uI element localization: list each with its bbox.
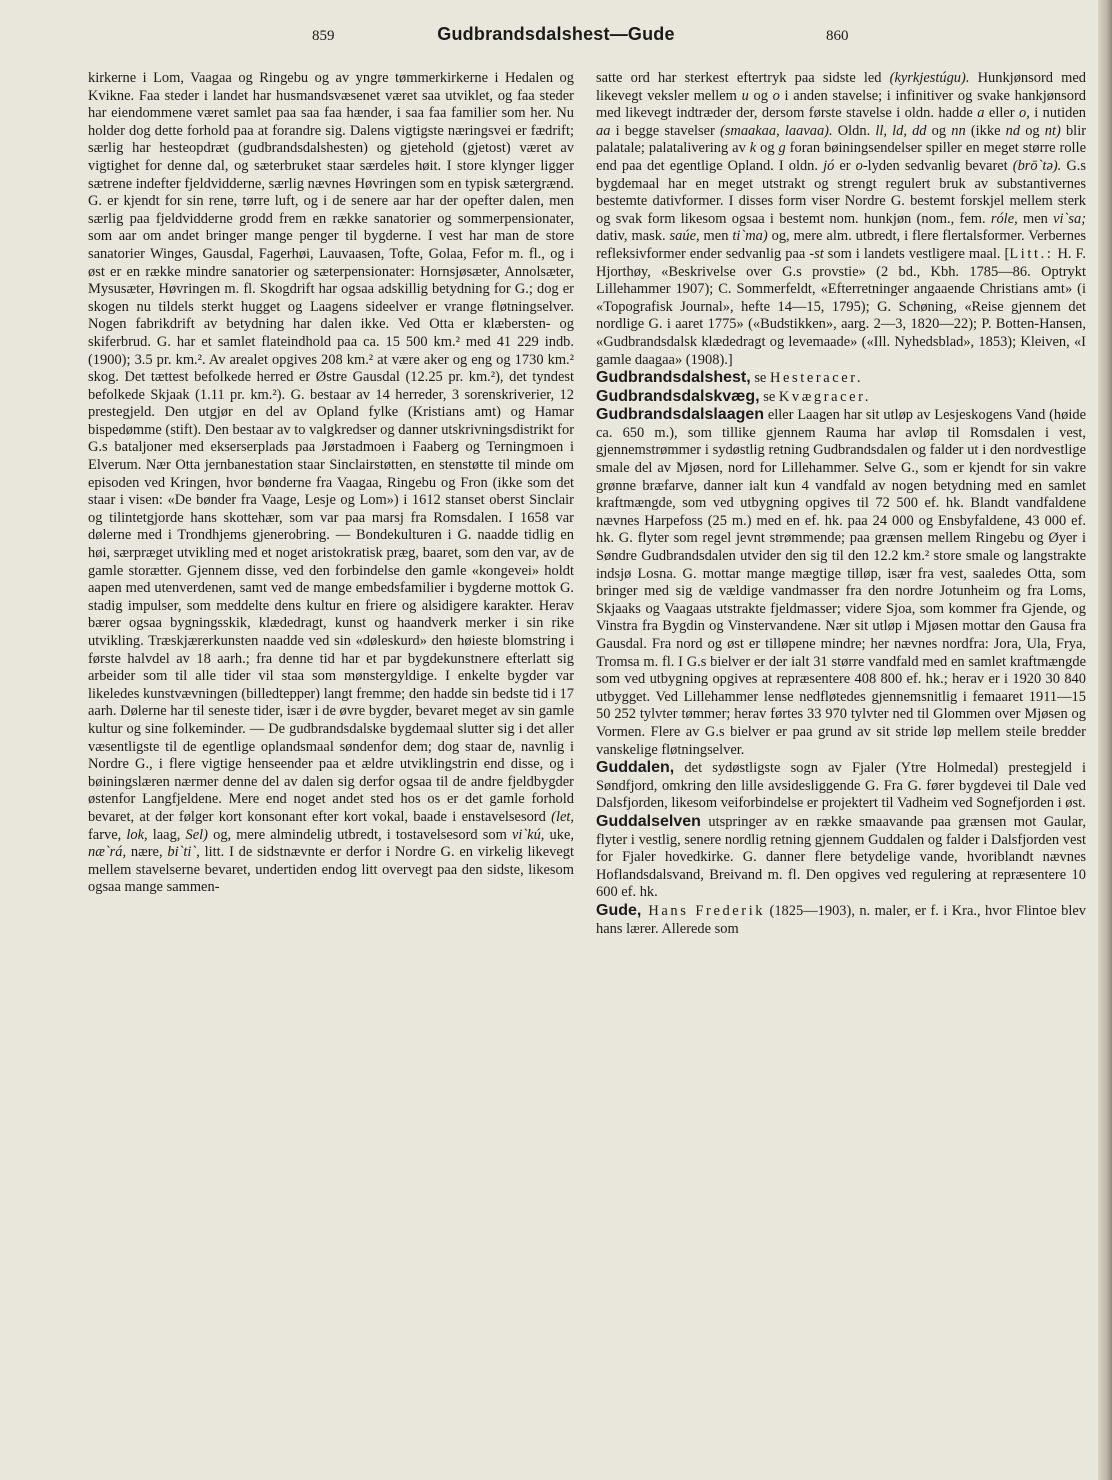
running-title: Gudbrandsdalshest—Gude — [437, 24, 675, 44]
left-column — [88, 70, 574, 897]
left-page-number: 859 — [312, 28, 335, 44]
entry-headword: Guddalen, — [596, 759, 675, 777]
entry-headword: Gudbrandsdalskvæg, — [596, 387, 760, 405]
page-edge — [1098, 0, 1112, 1480]
entry-guddalselven: Guddalselven utspringer av en række smaavande paa grænsen mot Gaular, flyter i vestlig, senere nordlig retning gjennem Guddalen og falder i Dalsfjorden vest for Fjaler hovedkirke. G. danner flere betydelige vande, hvoriblandt nævnes Hoflandsdalsvand, Breivand m. fl. Den opgives ved regulering at repræsentere 10 600 ef. hk. — [596, 812, 1086, 901]
person-name: Hans Frederik — [641, 902, 766, 919]
entry-gudbrandsdalskvaeg: Gudbrandsdalskvæg, se Kvægracer. — [596, 387, 871, 405]
entry-gudbrandsdalshest: Gudbrandsdalshest, se Hesteracer. — [596, 369, 864, 387]
cross-reference: Hesteracer. — [769, 370, 864, 387]
page-header — [0, 24, 1112, 54]
entry-headword: Gude, — [596, 901, 642, 919]
entry-guddalen: Guddalen, det sydøstligste sogn av Fjaler (Ytre Holmedal) prestegjeld i Søndfjord, omkring den lille avsidesliggende G. Fra G. fører bygdevei til Dale ved Dalsfjorden, likesom veiforbindelse er projektert til Vadheim ved Sognefjorden i øst. — [596, 759, 1086, 812]
entry-gudbrandsdalslaagen: Gudbrandsdalslaagen eller Laagen har sit utløp av Lesjeskogens Vand (høide ca. 650 m.), som tillike gjennem Rauma har avløp til Romsdalen i vest, gjennemstrømmer i sydøstlig retning Gudbrandsdalen og falder ut i den nordvestlige smale del av Mjøsen, nord for Lillehammer. Selve G., som er kjendt for sin vakre grønne bræfarve, danner ialt kun 4 vandfald av nogen betydning med en samlet kraftmængde, som ved utbygning opgives til 72 500 ef. hk. Blandt vandfaldene nævnes Harpefoss (25 m.) med en ef. hk. paa 24 000 og Ensbyfaldene, 43 000 ef. hk. G. flyter som regel jevnt strømmende; paa grænsen mellem Ringebu og Øyer i Søndre Gudbrandsdalen utvider den sig til den 12.2 km.² store smale og langstrakte indsjø Losna. G. mottar mange mægtige tilløp, især fra vest, saaledes Otta, som bringer med sig de vældige vandmasser fra den nordre Jotunheim og fra Loms, Skjaaks og Vaagaas utstrakte fjeldmasser; videre Sjoa, som kommer fra Gjende, og Vinstra fra Bygdin og Vinstervandene. Nær sit utløp i Mjøsen mottar den Gausa fra Gausdal. Fra nord og øst er tilløpene mindre; her nævnes nordfra: Jora, Ula, Frya, Tromsa m. fl. I G.s bielver er der ialt 31 større vandfald med en samlet kraftmængde som ved utbygning opgives at repræsentere 408 800 ef. hk.; herav er i 1920 30 840 utbygget. Ved Lillehammer lense nedfløtedes gjennemsnitlig i femaaret 1911—15 50 252 tylvter tømmer; herav førtes 33 970 tylvter ned til Glommen over Mjøsen og Vormen. Flere av G.s bielver er paa grund av sit stride løp mellem steile bredder vanskelige fløtningselver. — [596, 406, 1086, 758]
right-continued-paragraph: satte ord har sterkest eftertryk paa sidste led (kyrkjestúgu). Hunkjønsord med likevegt veksler mellem u og o i anden stavelse; i infinitiver og svake hankjønsord med likevegt indtræder der, dersom første stavelse i oldn. hadde a eller o, i nutiden aa i begge stavelser (smaakaa, laavaa). Oldn. ll, ld, dd og nn (ikke nd og nt) blir palatale; palatalivering av k og g foran bøiningsendelser spiller en meget større rolle end paa det egentlige Opland. I oldn. jó er o-lyden sedvanlig bevaret (brō`tə). G.s bygdemaal har en meget utstrakt og strengt regulert bruk av substantivernes bestemte dativformer. I disses form viser Nordre G. bestemt forskjel mellem sterk og svak form likesom ogsaa i bestemt nom. hunkjøn (nom., fem. róle, men vi`sa; dativ, mask. saúe, men ti`ma) og, mere alm. utbredt, i flere flertalsformer. Verbernes refleksivformer ender sedvanlig paa -st som i landets vestligere maal. [Litt.: H. F. Hjorthøy, «Beskrivelse over G.s provstie» (2 bd., Kbh. 1785—86. Optrykt Lillehammer 1907); C. Sommerfeldt, «Efterretninger angaaende Christians amt» (i «Topografisk Journal», hefte 14—15, 1795); G. Schøning, «Reise gjennem det nordlige G. i aaret 1775» («Budstikken», aarg. 2—3, 1820—22); P. Botten-Hansen, «Gudbrandsdalsk klædedragt og levemaade» («Ill. Nyhedsblad», 1853); Kleiven, «I gamle daagaa» (1908).] — [596, 70, 1087, 368]
left-paragraph: kirkerne i Lom, Vaagaa og Ringebu og av yngre tømmerkirkerne i Hedalen og Kvikne. Faa steder i landet har husmandsvæsenet været saa utviklet, og faa steder har eiendommene været samlet paa saa faa hænder, i saa faa familier som her. Nu holder dog dette forhold paa at forandre sig. Dalens vigtigste næringsvei er fædrift; særlig har hesteopdræt (gudbrandsdalshesten) og gjetehold (gjetost) været av vigtighet for denne dal, og sæterbruket staar særdeles høit. I store klynger ligger sætrene indefter fjeldvidderne, særlig nævnes Høvringen som en typisk sætergrænd. G. er kjendt for sin rene, tørre luft, og i de senere aar har der opefter dalen, men særlig paa fjeldvidderne grodd frem en række sanatorier og sommerpensionater, som aar om andet bringer mange penger til bygderne. I vest har man de store sanatorier Winges, Gausdal, Fagerhøi, Lauvaasen, Tofte, Golaa, Fefor m. fl., og i øst er en række mindre sanatorier og sæterpensionater: Hornsjøsæter, Annolsæter, Mysusæter, Høvringen m. fl. Skogdrift har ogsaa adskillig betydning for G.; dog er skogen nu tildels sterkt hugget og Laagens sideelver er vrange fløtningselver. Nogen fabrikdrift av betydning har dalen ikke. Ved Otta er klæbersten- og skiferbrud. G. har et samlet flateindhold paa ca. 15 500 km.² med 41 229 indb. (1900); 3.5 pr. km.². Av arealet opgives 208 km.² at være aker og eng og 1730 km.² skog. Det tættest befolkede herred er Østre Gausdal (12.25 pr. km.²), det tyndest befolkede Skjaak (1.11 pr. km.²). G. bestaar av 14 herreder, 3 sorenskriverier, 12 prestegjeld. Den utgjør en del av Opland fylke (Kristians amt) og Hamar bispedømme (stift). Den bestaar av to valgkredser og danner utskrivningsdistrikt for G.s bataljoner med ekserserplads paa Jørstadmoen i Faaberg og Terningmoen i Elverum. Nær Otta jernbanestation staar Sinclairstøtten, en stenstøtte til minde om episoden ved Kringen, hvor bønderne fra Vaagaa, Ringebu og Fron (ikke som det staar i visen: «De bønder fra Vaage, Lesje og Lom») i 1612 stanset oberst Sinclair og tilintetgjorde hans skottehær, som var paa marsj fra Romsdalen. I 1658 var dølerne med i Trondhjems gjenerobring. — Bondekulturen i G. naadde tidlig en høi, særpræget utvikling med et noget aristokratisk præg, baaret, som den var, av de gamle storætter. Gjennem disse, ved den forbindelse den gamle «kongevei» holdt aapen med utenverdenen, samt ved de mange embedsfamilier i bygderne mottok G. stadig impulser, som meddelte dens kultur en friere og alsidigere karakter. Herav bærer ogsaa bygningsskik, klædedragt, kunst og haandverk merker i sin rike utvikling. Træskjærerkunsten naadde ved sin «døleskurd» den høieste blomstring i første halvdel av 18 aarh.; fra denne tid har et par bygdekunstnere efterlatt sig arbeider som til alle tider vil staa som mønstergyldige. I enkelte bygder var likeledes kunstvævningen (billedtepper) langt fremme; den hadde sin bedste tid i 17 aarh. Dølerne har til seneste tider, især i de øvre bygder, bevaret meget av sin gamle kultur og sine folkeminder. — De gudbrandsdalske bygdemaal slutter sig i det aller væsentligste til de egentlige oplandsmaal søndenfor dem; dog staar de, navnlig i Nordre G., i flere vigtige henseender paa et ældre utviklingstrin end disse, og i bøiningslæren nærmer denne del av dalen sig derfor ogsaa til de andre fjeldbygder østenfor Langfjeldene. Mere end noget andet sted hos os er det gamle forhold bevaret, at der følger kort konsonant efter kort vokal, baade i enstavelsesord (let, farve, lok, laag, Sel) og, mere almindelig utbredt, i tostavelsesord som vi`kú, uke, næ`rá, nære, bi`ti`, litt. I de sidstnævnte er derfor i Nordre G. en virkelig likevegt mellem stavelserne bevaret, undertiden endog litt overvegt paa den sidste, likesom ogsaa mange sammen- — [88, 70, 574, 896]
entry-headword: Gudbrandsdalshest, — [596, 369, 751, 387]
right-column — [596, 70, 1086, 938]
entry-gude: Gude, Hans Frederik (1825—1903), n. maler, er f. i Kra., hvor Flintoe blev hans lærer. Allerede som — [596, 901, 1086, 937]
right-page-number: 860 — [826, 28, 849, 44]
entry-headword: Guddalselven — [596, 812, 701, 830]
entry-headword: Gudbrandsdalslaagen — [596, 406, 765, 424]
cross-reference: Kvægracer. — [778, 388, 871, 405]
